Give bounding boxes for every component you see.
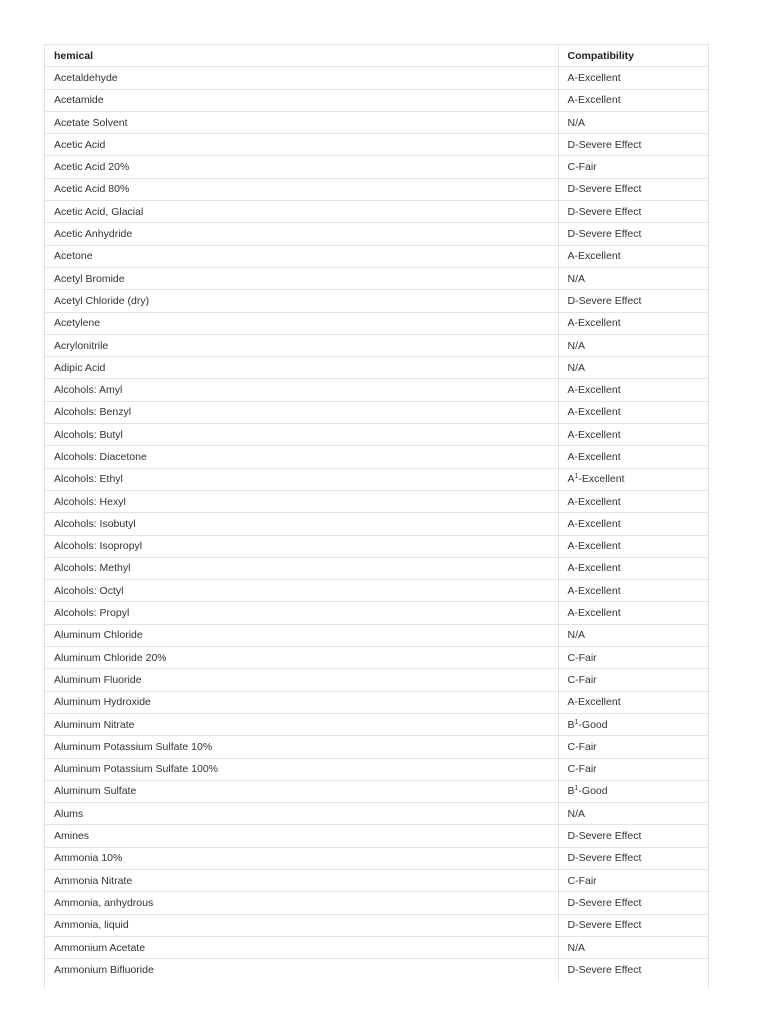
- chemical-cell: Adipic Acid: [45, 357, 558, 379]
- chemical-cell: Aluminum Potassium Sulfate 100%: [45, 758, 558, 780]
- compatibility-cell: N/A: [558, 624, 708, 646]
- chemical-compatibility-table: [45, 44, 708, 981]
- chemical-cell: Acetyl Bromide: [45, 267, 558, 289]
- chemical-cell: Aluminum Fluoride: [45, 669, 558, 691]
- table-row: [45, 446, 708, 468]
- table-row: [45, 468, 708, 490]
- chemical-cell: Aluminum Chloride: [45, 624, 558, 646]
- table-row: [45, 580, 708, 602]
- header-compatibility: Compatibility: [558, 45, 708, 67]
- chemical-cell: Ammonium Acetate: [45, 936, 558, 958]
- compatibility-cell: A-Excellent: [558, 513, 708, 535]
- table-row: [45, 669, 708, 691]
- table-row: [45, 290, 708, 312]
- chemical-cell: Acetate Solvent: [45, 111, 558, 133]
- table-row: [45, 936, 708, 958]
- table-row: [45, 89, 708, 111]
- compatibility-cell: A-Excellent: [558, 424, 708, 446]
- chemical-cell: Aluminum Potassium Sulfate 10%: [45, 736, 558, 758]
- table-row: [45, 892, 708, 914]
- table-row: [45, 513, 708, 535]
- table-row: [45, 490, 708, 512]
- chemical-cell: Acetylene: [45, 312, 558, 334]
- table-header-row: [45, 45, 708, 67]
- table-row: [45, 156, 708, 178]
- table-row: [45, 111, 708, 133]
- compatibility-cell: D-Severe Effect: [558, 223, 708, 245]
- table-row: [45, 557, 708, 579]
- chemical-cell: Acetaldehyde: [45, 67, 558, 89]
- compatibility-cell: C-Fair: [558, 647, 708, 669]
- chemical-cell: Alums: [45, 803, 558, 825]
- chemical-cell: Acetic Anhydride: [45, 223, 558, 245]
- table-row: [45, 914, 708, 936]
- compatibility-cell: D-Severe Effect: [558, 914, 708, 936]
- table-row: [45, 803, 708, 825]
- chemical-cell: Acetyl Chloride (dry): [45, 290, 558, 312]
- chemical-cell: Ammonia Nitrate: [45, 869, 558, 891]
- chemical-cell: Aluminum Hydroxide: [45, 691, 558, 713]
- table-row: [45, 401, 708, 423]
- chemical-cell: Alcohols: Hexyl: [45, 490, 558, 512]
- compatibility-cell: C-Fair: [558, 869, 708, 891]
- compatibility-cell: D-Severe Effect: [558, 825, 708, 847]
- table-row: [45, 357, 708, 379]
- table-row: [45, 67, 708, 89]
- compatibility-cell: C-Fair: [558, 669, 708, 691]
- compatibility-cell: A-Excellent: [558, 245, 708, 267]
- chemical-cell: Acetic Acid: [45, 134, 558, 156]
- table-row: [45, 535, 708, 557]
- chemical-cell: Amines: [45, 825, 558, 847]
- compatibility-cell: D-Severe Effect: [558, 959, 708, 981]
- chemical-cell: Alcohols: Isopropyl: [45, 535, 558, 557]
- chemical-cell: Ammonia, anhydrous: [45, 892, 558, 914]
- compatibility-cell: A-Excellent: [558, 535, 708, 557]
- compatibility-cell: D-Severe Effect: [558, 892, 708, 914]
- chemical-cell: Aluminum Sulfate: [45, 780, 558, 802]
- compatibility-cell: A-Excellent: [558, 89, 708, 111]
- compatibility-cell: C-Fair: [558, 758, 708, 780]
- table-row: [45, 624, 708, 646]
- table-row: [45, 869, 708, 891]
- chemical-cell: Acetone: [45, 245, 558, 267]
- table-row: [45, 267, 708, 289]
- table-row: [45, 602, 708, 624]
- chemical-cell: Alcohols: Benzyl: [45, 401, 558, 423]
- chemical-cell: Alcohols: Diacetone: [45, 446, 558, 468]
- compatibility-cell: A-Excellent: [558, 602, 708, 624]
- table-row: [45, 959, 708, 981]
- compatibility-cell: N/A: [558, 334, 708, 356]
- compatibility-cell: D-Severe Effect: [558, 201, 708, 223]
- table-row: [45, 691, 708, 713]
- table-row: [45, 379, 708, 401]
- table-row: [45, 424, 708, 446]
- table-row: [45, 312, 708, 334]
- chemical-cell: Alcohols: Ethyl: [45, 468, 558, 490]
- compatibility-cell: N/A: [558, 267, 708, 289]
- table-row: [45, 758, 708, 780]
- compatibility-cell: A-Excellent: [558, 446, 708, 468]
- chemical-cell: Acetic Acid 20%: [45, 156, 558, 178]
- chemical-cell: Ammonia, liquid: [45, 914, 558, 936]
- chemical-cell: Acetic Acid 80%: [45, 178, 558, 200]
- table-row: [45, 847, 708, 869]
- chemical-cell: Alcohols: Isobutyl: [45, 513, 558, 535]
- chemical-cell: Aluminum Nitrate: [45, 713, 558, 735]
- chemical-cell: Alcohols: Propyl: [45, 602, 558, 624]
- table-row: [45, 245, 708, 267]
- chemical-cell: Alcohols: Octyl: [45, 580, 558, 602]
- compatibility-cell: A-Excellent: [558, 379, 708, 401]
- chemical-cell: Alcohols: Methyl: [45, 557, 558, 579]
- compatibility-cell: $B^1$-Good: [558, 713, 708, 735]
- compatibility-cell: D-Severe Effect: [558, 178, 708, 200]
- compatibility-cell: D-Severe Effect: [558, 290, 708, 312]
- chemical-cell: Ammonia 10%: [45, 847, 558, 869]
- compatibility-cell: N/A: [558, 803, 708, 825]
- chemical-cell: Alcohols: Amyl: [45, 379, 558, 401]
- table-row: [45, 334, 708, 356]
- compatibility-cell: N/A: [558, 111, 708, 133]
- compatibility-cell: C-Fair: [558, 736, 708, 758]
- table-row: [45, 713, 708, 735]
- table-row: [45, 223, 708, 245]
- table-row: [45, 647, 708, 669]
- compatibility-cell: N/A: [558, 357, 708, 379]
- table-body: [45, 67, 708, 981]
- compatibility-cell: D-Severe Effect: [558, 134, 708, 156]
- table-row: [45, 736, 708, 758]
- chemical-cell: Acetamide: [45, 89, 558, 111]
- chemical-cell: Acrylonitrile: [45, 334, 558, 356]
- table-row: [45, 178, 708, 200]
- header-chemical: hemical: [45, 45, 558, 67]
- chemical-cell: Aluminum Chloride 20%: [45, 647, 558, 669]
- compatibility-cell: A-Excellent: [558, 401, 708, 423]
- chemical-cell: Alcohols: Butyl: [45, 424, 558, 446]
- compatibility-cell: $B^1$-Good: [558, 780, 708, 802]
- table-row: [45, 134, 708, 156]
- compatibility-table-container: [44, 44, 709, 988]
- compatibility-cell: C-Fair: [558, 156, 708, 178]
- chemical-cell: Ammonium Bifluoride: [45, 959, 558, 981]
- compatibility-cell: D-Severe Effect: [558, 847, 708, 869]
- table-row: [45, 780, 708, 802]
- compatibility-cell: A-Excellent: [558, 580, 708, 602]
- compatibility-cell: A-Excellent: [558, 312, 708, 334]
- compatibility-cell: A-Excellent: [558, 691, 708, 713]
- compatibility-cell: $A^1$-Excellent: [558, 468, 708, 490]
- chemical-cell: Acetic Acid, Glacial: [45, 201, 558, 223]
- table-row: [45, 201, 708, 223]
- compatibility-cell: N/A: [558, 936, 708, 958]
- compatibility-cell: A-Excellent: [558, 490, 708, 512]
- compatibility-cell: A-Excellent: [558, 557, 708, 579]
- table-row: [45, 825, 708, 847]
- compatibility-cell: A-Excellent: [558, 67, 708, 89]
